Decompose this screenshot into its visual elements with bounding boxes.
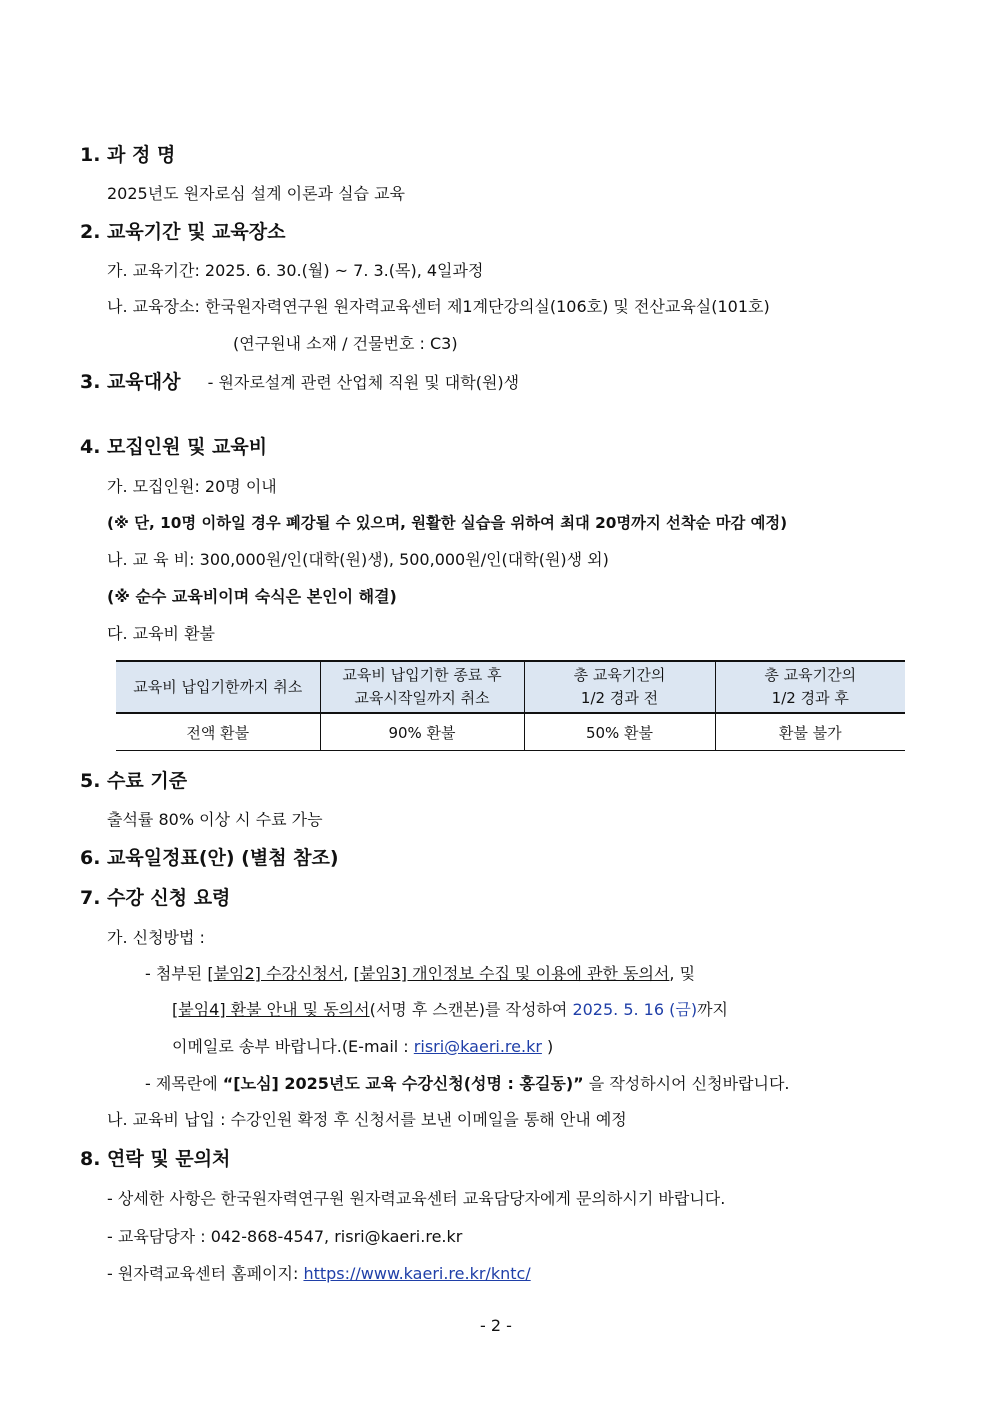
section-8-title: 8. 연락 및 문의처 <box>80 1148 231 1170</box>
section-3 <box>80 367 519 394</box>
course-name: 2025년도 원자로심 설계 이론과 실습 교육 <box>107 184 405 203</box>
apply-bullet-1: - 첨부된 [붙임2] 수강신청서, [붙임3] 개인정보 수집 및 이용에 관한 동의서, 및 <box>145 964 696 983</box>
attachment-3-link[interactable]: [붙임3] 개인정보 수집 및 이용에 관한 동의서 <box>353 964 670 983</box>
attachment-2-link[interactable]: [붙임2] 수강신청서 <box>207 964 344 983</box>
section-1-title: 1. 과 정 명 <box>80 144 176 166</box>
refund-cell: 전액 환불 <box>116 713 320 751</box>
payment-info: 나. 교육비 납입 : 수강인원 확정 후 신청서를 보낸 이메일을 통해 안내 예정 <box>107 1110 627 1129</box>
contact-person: - 교육담당자 : 042-868-4547, risri@kaeri.re.kr <box>107 1227 463 1246</box>
refund-heading: 다. 교육비 환불 <box>107 624 215 643</box>
page-number: - 2 - <box>480 1316 512 1335</box>
refund-header-cell: 교육비 납입기한까지 취소 <box>116 661 320 713</box>
refund-header-cell: 교육비 납입기한 종료 후 교육시작일까지 취소 <box>320 661 524 713</box>
apply-bullet-2: [붙임4] 환불 안내 및 동의서(서명 후 스캔본)를 작성하여 2025. 5. 16 (금)까지 <box>172 1000 728 1019</box>
table-row <box>116 713 905 751</box>
section-5-title: 5. 수료 기준 <box>80 770 188 792</box>
education-period: 가. 교육기간: 2025. 6. 30.(월) ~ 7. 3.(목), 4일과정 <box>107 261 484 280</box>
apply-method: 가. 신청방법 : <box>107 928 205 947</box>
recruit-count: 가. 모집인원: 20명 이내 <box>107 477 277 496</box>
contact-info: - 상세한 사항은 한국원자력연구원 원자력교육센터 교육담당자에게 문의하시기 바랍니다. <box>107 1189 726 1208</box>
tuition-fee: 나. 교 육 비: 300,000원/인(대학(원)생), 500,000원/인(대학(원)생 외) <box>107 550 609 569</box>
section-4-title: 4. 모집인원 및 교육비 <box>80 436 268 458</box>
refund-cell: 50% 환불 <box>524 713 715 751</box>
target-desc: - 원자로설계 관련 산업체 직원 및 대학(원)생 <box>207 373 520 392</box>
completion-criteria: 출석률 80% 이상 시 수료 가능 <box>107 810 323 829</box>
apply-bullet-4: - 제목란에 “[노심] 2025년도 교육 수강신청(성명 : 홍길동)” 을 작성하시어 신청바랍니다. <box>145 1074 790 1093</box>
refund-table <box>116 660 905 751</box>
section-6-title: 6. 교육일정표(안) (별첨 참조) <box>80 847 339 869</box>
refund-header-cell: 총 교육기간의 1/2 경과 전 <box>524 661 715 713</box>
refund-header-cell: 총 교육기간의 1/2 경과 후 <box>715 661 905 713</box>
apply-bullet-3: 이메일로 송부 바랍니다.(E-mail : risri@kaeri.re.kr ) <box>172 1037 554 1056</box>
attachment-4-link[interactable]: [붙임4] 환불 안내 및 동의서 <box>172 1000 370 1019</box>
refund-cell: 90% 환불 <box>320 713 524 751</box>
homepage-link[interactable]: https://www.kaeri.re.kr/kntc/ <box>303 1264 531 1283</box>
deadline-date: 2025. 5. 16 (금) <box>572 1000 698 1019</box>
place-note: (연구원내 소재 / 건물번호 : C3) <box>233 334 458 353</box>
section-3-title: 3. 교육대상 <box>80 371 181 393</box>
education-place: 나. 교육장소: 한국원자력연구원 원자력교육센터 제1계단강의실(106호) 및 전산교육실(101호) <box>107 297 770 316</box>
recruit-note: (※ 단, 10명 이하일 경우 폐강될 수 있으며, 원활한 실습을 위하여 최대 20명까지 선착순 마감 예정) <box>107 514 788 532</box>
refund-table-header <box>116 661 905 713</box>
email-link[interactable]: risri@kaeri.re.kr <box>413 1037 542 1056</box>
subject-format: “[노심] 2025년도 교육 수강신청(성명 : 홍길동)” <box>222 1074 584 1093</box>
homepage-line: - 원자력교육센터 홈페이지: https://www.kaeri.re.kr/kntc/ <box>107 1264 531 1283</box>
refund-cell: 환불 불가 <box>715 713 905 751</box>
tuition-note: (※ 순수 교육비이며 숙식은 본인이 해결) <box>107 587 397 606</box>
section-2-title: 2. 교육기간 및 교육장소 <box>80 221 286 243</box>
section-7-title: 7. 수강 신청 요령 <box>80 887 231 909</box>
